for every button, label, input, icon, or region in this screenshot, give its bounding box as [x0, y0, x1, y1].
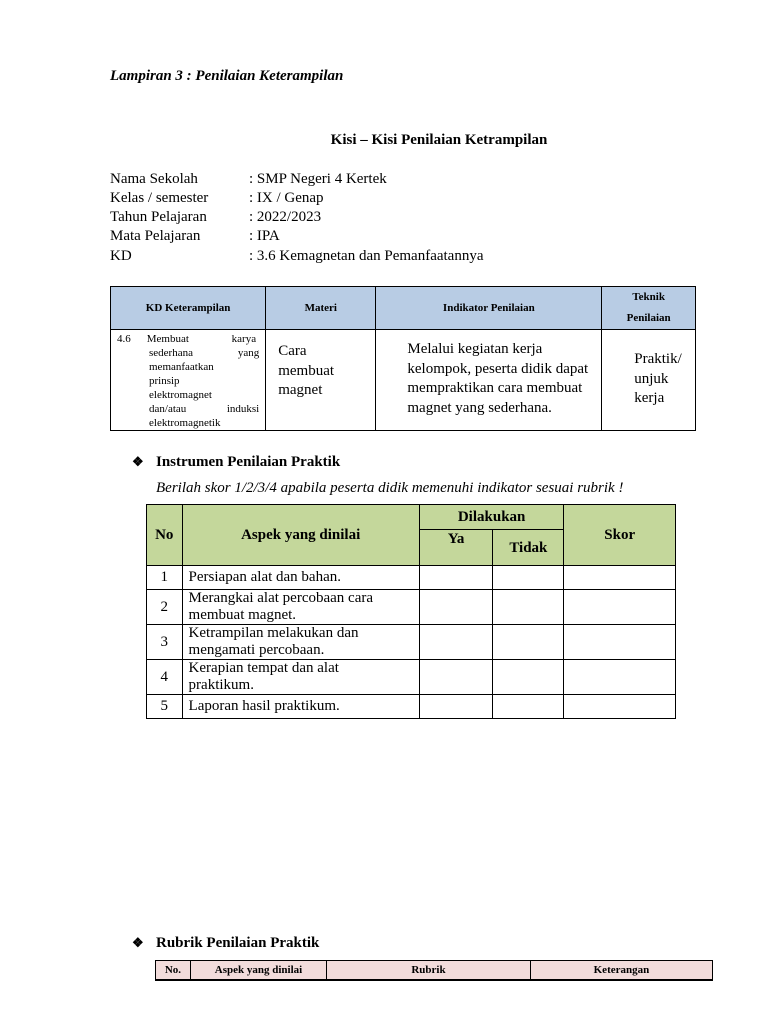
row-no: 2	[147, 590, 183, 625]
header-kd-keterampilan: KD Keterampilan	[111, 287, 266, 330]
kd-first-words	[131, 332, 259, 346]
materi-line: membuat	[278, 362, 335, 379]
instrumen-header-row-1	[147, 505, 676, 530]
rubrik-header-keterangan: Keterangan	[530, 961, 712, 981]
materi-line: Cara	[278, 343, 307, 359]
info-label: Kelas / semester	[110, 190, 209, 206]
kisi-row	[111, 330, 696, 431]
info-row-tahun	[110, 208, 321, 227]
aspek-line: Persiapan alat dan bahan.	[188, 569, 341, 585]
cell-tidak[interactable]	[493, 660, 564, 695]
rubrik-table	[155, 960, 713, 981]
teknik-cell	[602, 330, 696, 431]
aspek-line: Laporan hasil praktikum.	[188, 698, 340, 714]
header-penilaian: Penilaian	[626, 312, 671, 324]
kisi-table	[110, 286, 696, 431]
rubrik-heading-text: Rubrik Penilaian Praktik	[156, 935, 320, 951]
rubrik-header-no: No.	[156, 961, 191, 981]
kd-line: prinsip	[149, 375, 180, 387]
row-aspek	[182, 625, 419, 660]
aspek-line: Ketrampilan melakukan dan	[188, 625, 359, 641]
info-value: : IPA	[249, 228, 280, 244]
kd-cell	[111, 330, 266, 431]
kisi-header-row	[111, 287, 696, 330]
rubrik-header-aspek: Aspek yang dinilai	[190, 961, 326, 981]
table-row	[147, 660, 676, 695]
header-indikator: Indikator Penilaian	[376, 287, 602, 330]
cell-ya[interactable]	[419, 660, 492, 695]
header-materi: Materi	[266, 287, 376, 330]
row-no: 4	[147, 660, 183, 695]
row-aspek	[182, 695, 419, 719]
row-no: 3	[147, 625, 183, 660]
header-no: No	[147, 505, 183, 566]
kd-line: elektromagnet	[149, 389, 212, 401]
cell-skor[interactable]	[564, 566, 676, 590]
cell-tidak[interactable]	[493, 566, 564, 590]
cell-tidak[interactable]	[493, 590, 564, 625]
info-value: : 3.6 Kemagnetan dan Pemanfaatannya	[249, 248, 484, 264]
teknik-line: unjuk	[634, 370, 669, 387]
indikator-cell	[376, 330, 602, 431]
instrumen-instruction: Berilah skor 1/2/3/4 apabila peserta didik memenuhi indikator sesuai rubrik !	[156, 480, 624, 496]
info-label: Nama Sekolah	[110, 171, 198, 187]
row-no: 5	[147, 695, 183, 719]
row-aspek	[182, 566, 419, 590]
table-row	[147, 625, 676, 660]
row-no: 1	[147, 566, 183, 590]
info-value: : SMP Negeri 4 Kertek	[249, 171, 387, 187]
header-tidak: Tidak	[493, 530, 564, 566]
kd-line: memanfaatkan	[149, 361, 214, 373]
kd-first-text: Membuat karya	[146, 333, 257, 345]
info-label: Mata Pelajaran	[110, 228, 201, 244]
table-row	[147, 695, 676, 719]
info-row-nama-sekolah	[110, 170, 387, 189]
cell-tidak[interactable]	[493, 695, 564, 719]
cell-tidak[interactable]	[493, 625, 564, 660]
cell-ya[interactable]	[419, 625, 492, 660]
cell-ya[interactable]	[419, 590, 492, 625]
cell-ya[interactable]	[419, 566, 492, 590]
info-value: : IX / Genap	[249, 190, 324, 206]
cell-skor[interactable]	[564, 695, 676, 719]
table-row	[147, 566, 676, 590]
rubrik-header-row	[156, 961, 713, 981]
indikator-line: Melalui kegiatan kerja	[407, 341, 543, 357]
info-row-mapel	[110, 227, 280, 246]
table-row	[147, 590, 676, 625]
rubrik-heading	[132, 935, 319, 952]
teknik-line: Praktik/	[634, 351, 682, 367]
cell-ya[interactable]	[419, 695, 492, 719]
diamond-bullet-icon: ❖	[132, 454, 144, 469]
header-teknik-penilaian	[602, 287, 696, 330]
teknik-line: kerja	[634, 390, 665, 406]
row-aspek	[182, 660, 419, 695]
document-title: Kisi – Kisi Penilaian Ketrampilan	[330, 132, 548, 148]
header-aspek: Aspek yang dinilai	[182, 505, 419, 566]
instrumen-table	[146, 504, 676, 719]
instrumen-heading	[132, 454, 340, 471]
cell-skor[interactable]	[564, 590, 676, 625]
kd-first-line	[117, 332, 259, 346]
row-aspek	[182, 590, 419, 625]
rubrik-header-rubrik: Rubrik	[327, 961, 531, 981]
kd-line: elektromagnetik	[149, 417, 221, 429]
kd-line: sederhana yang	[149, 347, 260, 359]
header-dilakukan: Dilakukan	[419, 505, 564, 530]
header-teknik: Teknik	[632, 291, 665, 303]
cell-skor[interactable]	[564, 660, 676, 695]
materi-line: magnet	[278, 382, 323, 398]
header-skor: Skor	[564, 505, 676, 566]
aspek-line: Merangkai alat percobaan cara	[188, 590, 374, 606]
info-label: KD	[110, 248, 132, 264]
lampiran-heading: Lampiran 3 : Penilaian Keterampilan	[110, 68, 344, 84]
indikator-line: mempraktikan cara membuat	[407, 380, 583, 396]
aspek-line: Kerapian tempat dan alat	[188, 660, 339, 676]
aspek-line: praktikum.	[188, 677, 254, 693]
cell-skor[interactable]	[564, 625, 676, 660]
info-value: : 2022/2023	[249, 209, 322, 225]
kd-number: 4.6	[117, 333, 131, 345]
kd-line: dan/atau induksi	[149, 403, 260, 415]
materi-cell	[266, 330, 376, 431]
info-row-kd	[110, 247, 484, 266]
indikator-line: magnet yang sederhana.	[407, 399, 552, 416]
diamond-bullet-icon: ❖	[132, 935, 144, 950]
aspek-line: mengamati percobaan.	[188, 642, 325, 658]
header-ya: Ya	[419, 530, 492, 566]
indikator-line: kelompok, peserta didik dapat	[407, 360, 589, 377]
info-label: Tahun Pelajaran	[110, 209, 207, 225]
instrumen-heading-text: Instrumen Penilaian Praktik	[156, 454, 341, 470]
aspek-line: membuat magnet.	[188, 607, 297, 623]
info-row-kelas	[110, 189, 324, 208]
